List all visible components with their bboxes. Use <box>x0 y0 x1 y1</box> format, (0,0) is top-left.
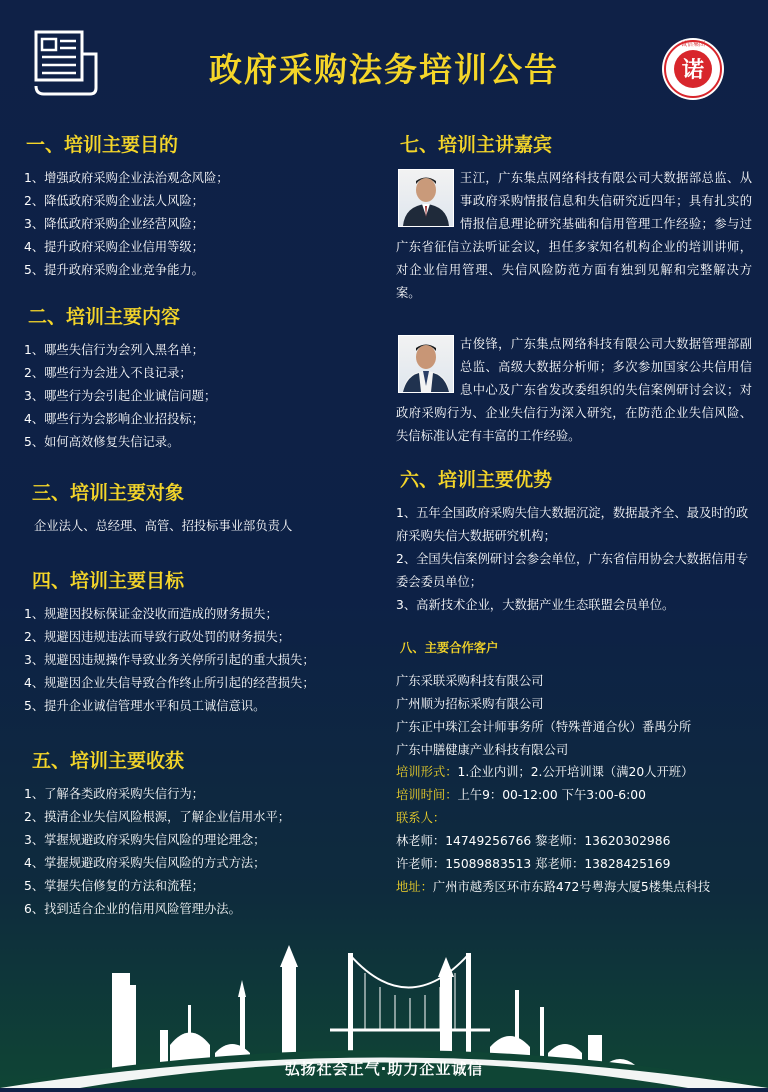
audience-text: 企业法人、总经理、高管、招投标事业部负责人 <box>34 519 293 533</box>
client-item: 广东采联采购科技有限公司 <box>396 674 544 688</box>
speaker-bio: 王江，广东集点网络科技有限公司大数据部总监、从事政府采购情报信息和失信研究近四年；具有扎实的情报信息理论研究基础和信用管理工作经验；参与过广东省征信立法听证会议，担任多家知名机构企业的培训讲师，对企业信用管理、失信风险防范方面有独到见解和完整解决方案。 <box>396 171 752 300</box>
address <box>396 876 752 899</box>
time-label: 培训时间： <box>396 788 458 802</box>
left-column <box>24 130 374 921</box>
list-item: 5、如何高效修复失信记录。 <box>24 435 180 449</box>
address-label: 地址： <box>396 880 433 894</box>
gains-list <box>24 783 374 921</box>
list-item: 1、规避因投标保证金没收而造成的财务损失； <box>24 607 278 621</box>
list-item: 2、摸清企业失信风险根源，了解企业信用水平； <box>24 810 291 824</box>
list-item: 3、规避因违规操作导致业务关停所引起的重大损失； <box>24 653 315 667</box>
contact-line: 许老师：15089883513 郑老师：13828425169 <box>396 857 671 871</box>
advantage-item: 1、五年全国政府采购失信大数据沉淀，数据最齐全、最及时的政府采购失信大数据研究机构； <box>396 506 749 543</box>
section-heading: 二、培训主要内容 <box>28 306 181 328</box>
right-column <box>396 130 752 899</box>
client-item: 广东正中珠江会计师事务所（特殊普通合伙）番禺分所 <box>396 720 692 734</box>
training-format <box>396 761 752 784</box>
list-item: 4、规避因企业失信导致合作终止所引起的经营损失； <box>24 676 315 690</box>
client-item: 广东中膳健康产业科技有限公司 <box>396 743 569 757</box>
list-item: 1、增强政府采购企业法治观念风险； <box>24 171 229 185</box>
list-item: 5、提升政府采购企业竞争能力。 <box>24 263 204 277</box>
list-item: 4、提升政府采购企业信用等级； <box>24 240 204 254</box>
section-heading: 五、培训主要收获 <box>32 750 185 772</box>
list-item: 4、哪些行为会影响企业招投标； <box>24 412 204 426</box>
section-gains <box>24 746 374 921</box>
section-audience <box>24 478 374 566</box>
goals-list <box>24 603 374 718</box>
page-title: 政府采购法务培训公告 <box>209 50 559 89</box>
list-item: 5、提升企业诚信管理水平和员工诚信意识。 <box>24 699 266 713</box>
section-heading: 八、主要合作客户 <box>400 641 499 655</box>
speaker-photo <box>398 169 454 227</box>
format-value: 1.企业内训；2.公开培训课（满20人开班） <box>457 765 694 779</box>
list-item: 3、掌握规避政府采购失信风险的理论理念； <box>24 833 266 847</box>
training-time <box>396 784 752 807</box>
contact-block <box>396 761 752 899</box>
seal-ring-text: 诚信集团 <box>680 41 706 48</box>
list-item: 2、降低政府采购企业法人风险； <box>24 194 204 208</box>
section-goals <box>24 566 374 746</box>
speaker-bio: 古俊锋，广东集点网络科技有限公司大数据管理部副总监、高级大数据分析师；多次参加国家公共信用信息中心及广东省发改委组织的失信案例研讨会议；对政府采购行为、企业失信行为深入研究，在防范企业失信风险、失信标准认定有丰富的工作经验。 <box>396 337 752 443</box>
contacts-label: 联系人： <box>396 811 446 825</box>
seal-char: 诺 <box>681 58 705 83</box>
list-item: 5、掌握失信修复的方法和流程； <box>24 879 204 893</box>
section-advantages <box>396 465 752 637</box>
address-value: 广州市越秀区环市东路472号粤海大厦5楼集点科技 <box>432 880 711 894</box>
advantage-item: 3、高新技术企业，大数据产业生态联盟会员单位。 <box>396 598 675 612</box>
section-speakers <box>396 130 752 465</box>
format-label: 培训形式： <box>396 765 458 779</box>
section-heading: 四、培训主要目标 <box>32 570 185 592</box>
section-clients <box>396 637 752 761</box>
footer-slogan: 弘扬社会正气·助力企业诚信 <box>284 1060 484 1078</box>
speaker-photo <box>398 335 454 393</box>
section-purpose <box>24 130 374 302</box>
list-item: 2、规避因违规违法而导致行政处罚的财务损失； <box>24 630 291 644</box>
list-item: 6、找到适合企业的信用风险管理办法。 <box>24 902 241 916</box>
advantage-item: 2、全国失信案例研讨会参会单位，广东省信用协会大数据信用专委会委员单位； <box>396 552 749 589</box>
company-seal-icon <box>660 36 726 102</box>
list-item: 1、哪些失信行为会列入黑名单； <box>24 343 204 357</box>
section-heading: 六、培训主要优势 <box>400 469 553 491</box>
contact-line: 林老师：14749256766 黎老师：13620302986 <box>396 834 671 848</box>
purpose-list <box>24 167 374 282</box>
list-item: 1、了解各类政府采购失信行为； <box>24 787 204 801</box>
list-item: 3、降低政府采购企业经营风险； <box>24 217 204 231</box>
section-content <box>24 302 374 478</box>
time-value: 上午9：00-12:00 下午3:00-6:00 <box>457 788 646 802</box>
list-item: 4、掌握规避政府采购失信风险的方式方法； <box>24 856 266 870</box>
section-heading: 一、培训主要目的 <box>26 134 179 156</box>
speaker-card <box>396 167 752 327</box>
client-item: 广州顺为招标采购有限公司 <box>396 697 544 711</box>
list-item: 2、哪些行为会进入不良记录； <box>24 366 192 380</box>
section-heading: 七、培训主讲嘉宾 <box>400 134 553 156</box>
content-list <box>24 339 374 454</box>
speaker-card <box>396 333 752 448</box>
section-heading: 三、培训主要对象 <box>32 482 185 504</box>
list-item: 3、哪些行为会引起企业诚信问题； <box>24 389 217 403</box>
